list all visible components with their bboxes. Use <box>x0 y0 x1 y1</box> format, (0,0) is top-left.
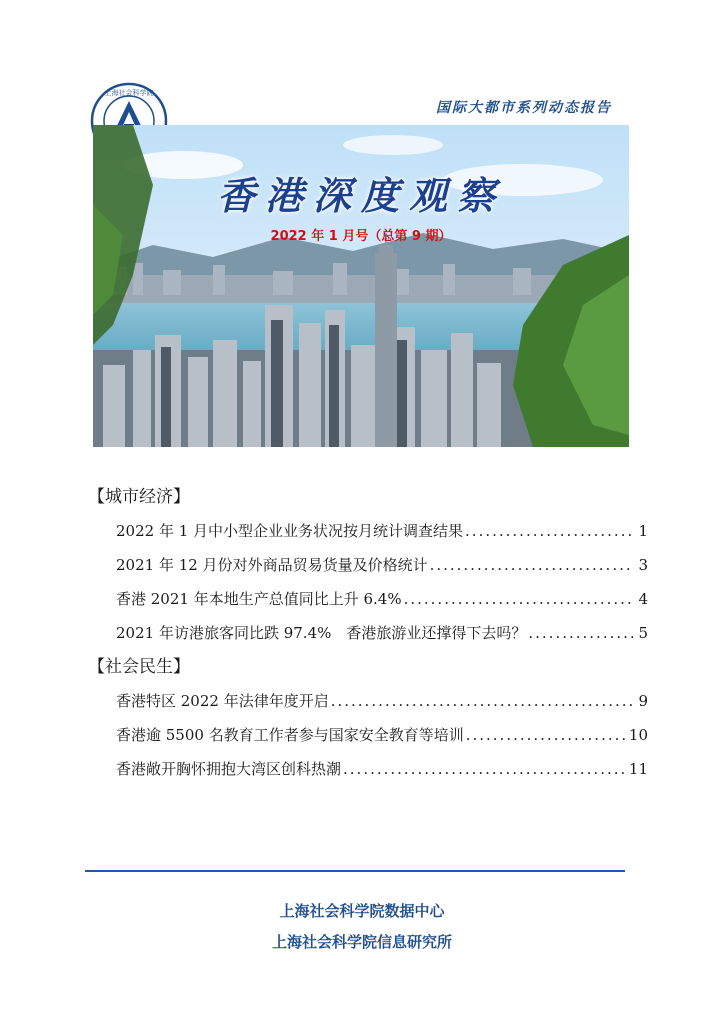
toc-entry[interactable] <box>116 757 648 781</box>
issue-label: 2022 年 1 月号（总第 9 期） <box>270 229 452 244</box>
toc-entry-title: 香港特区 2022 年法律年度开启 <box>116 692 329 710</box>
leader-dots <box>331 689 634 713</box>
toc-entry[interactable] <box>116 689 648 713</box>
toc-entry[interactable] <box>116 621 648 645</box>
table-of-contents <box>88 485 648 791</box>
toc-entry-page: 10 <box>628 726 648 744</box>
leader-dots <box>465 519 634 543</box>
org-name-info-institute: 上海社会科学院信息研究所 <box>271 933 452 951</box>
toc-entry[interactable] <box>116 587 648 611</box>
leader-dots <box>466 723 627 747</box>
toc-entry-title: 2021 年访港旅客同比跌 97.4% 香港旅游业还撑得下去吗？ <box>116 624 527 642</box>
leader-dots <box>528 621 634 645</box>
report-series: 国际大都市系列动态报告 <box>436 100 612 116</box>
leader-dots <box>430 553 634 577</box>
toc-entry-title: 2021 年 12 月份对外商品贸易货量及价格统计 <box>116 556 428 574</box>
toc-entry-page: 11 <box>628 760 648 778</box>
toc-entry-title: 香港敞开胸怀拥抱大湾区创科热潮 <box>116 760 342 778</box>
leader-dots <box>343 757 627 781</box>
toc-entry-title: 香港逾 5500 名教育工作者参与国家安全教育等培训 <box>116 726 464 744</box>
toc-entry-page: 1 <box>638 522 648 540</box>
cover-image <box>93 125 629 447</box>
toc-entry-page: 9 <box>638 692 648 710</box>
toc-entry-page: 5 <box>638 624 648 642</box>
cover-title: 香港深度观察 <box>216 174 505 218</box>
toc-entry-page: 4 <box>638 590 648 608</box>
section-heading-city-economy: 【城市经济】 <box>88 487 190 507</box>
toc-entry-title: 香港 2021 年本地生产总值同比上升 6.4% <box>116 590 402 608</box>
section-heading-social-livelihood: 【社会民生】 <box>88 657 190 677</box>
toc-entry-title: 2022 年 1 月中小型企业业务状况按月统计调查结果 <box>116 522 464 540</box>
toc-entry[interactable] <box>116 519 648 543</box>
toc-entry[interactable] <box>116 553 648 577</box>
toc-entry[interactable] <box>116 723 648 747</box>
leader-dots <box>404 587 634 611</box>
toc-entry-page: 3 <box>638 556 648 574</box>
divider-line <box>85 870 625 872</box>
logo-text: 上海社会科学院 <box>104 89 154 97</box>
org-name-data-center: 上海社会科学院数据中心 <box>279 902 445 920</box>
